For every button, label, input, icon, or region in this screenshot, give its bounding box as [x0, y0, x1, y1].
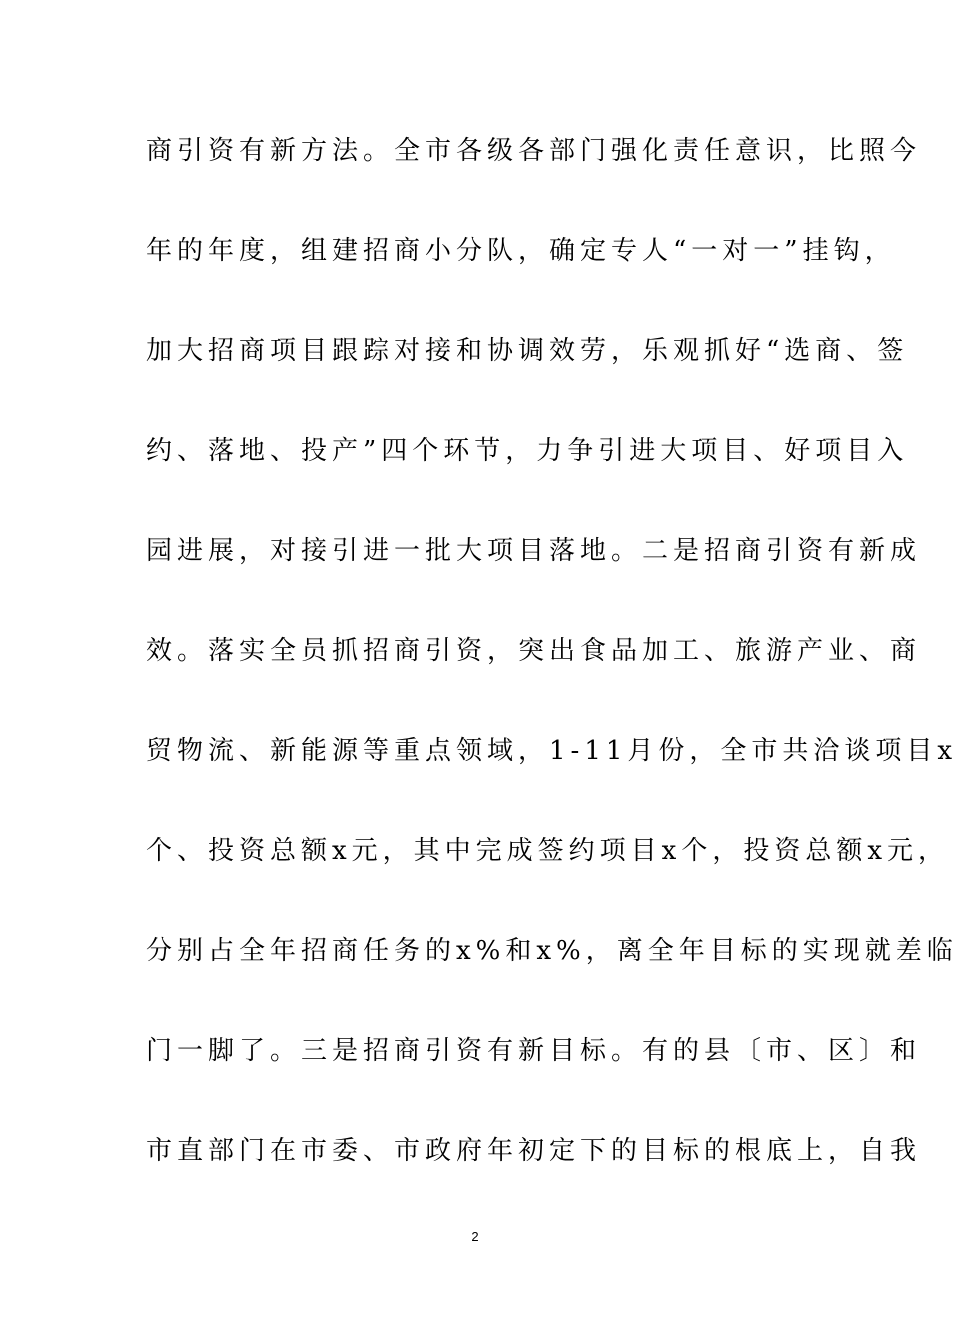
body-text	[146, 128, 958, 1228]
text-line: 个、投资总额x元，其中完成签约项目x个，投资总额x元，	[146, 836, 949, 866]
text-line: 园进展，对接引进一批大项目落地。二是招商引资有新成	[146, 536, 922, 566]
text-line: 加大招商项目跟踪对接和协调效劳，乐观抓好“选商、签	[146, 336, 909, 366]
text-line: 门一脚了。三是招商引资有新目标。有的县〔市、区〕和	[146, 1036, 922, 1066]
text-line: 分别占全年招商任务的x%和x%，离全年目标的实现就差临	[146, 936, 958, 966]
text-line: 商引资有新方法。全市各级各部门强化责任意识，比照今	[146, 136, 922, 166]
page-number: 2	[471, 1229, 479, 1244]
text-line: 约、落地、投产”四个环节，力争引进大项目、好项目入	[146, 436, 909, 466]
text-line: 市直部门在市委、市政府年初定下的目标的根底上，自我	[146, 1136, 922, 1166]
text-line: 年的年度，组建招商小分队，确定专人“一对一”挂钩，	[146, 236, 896, 266]
text-line: 效。落实全员抓招商引资，突出食品加工、旅游产业、商	[146, 636, 922, 666]
text-line: 贸物流、新能源等重点领域，1-11月份，全市共洽谈项目x	[146, 736, 958, 766]
